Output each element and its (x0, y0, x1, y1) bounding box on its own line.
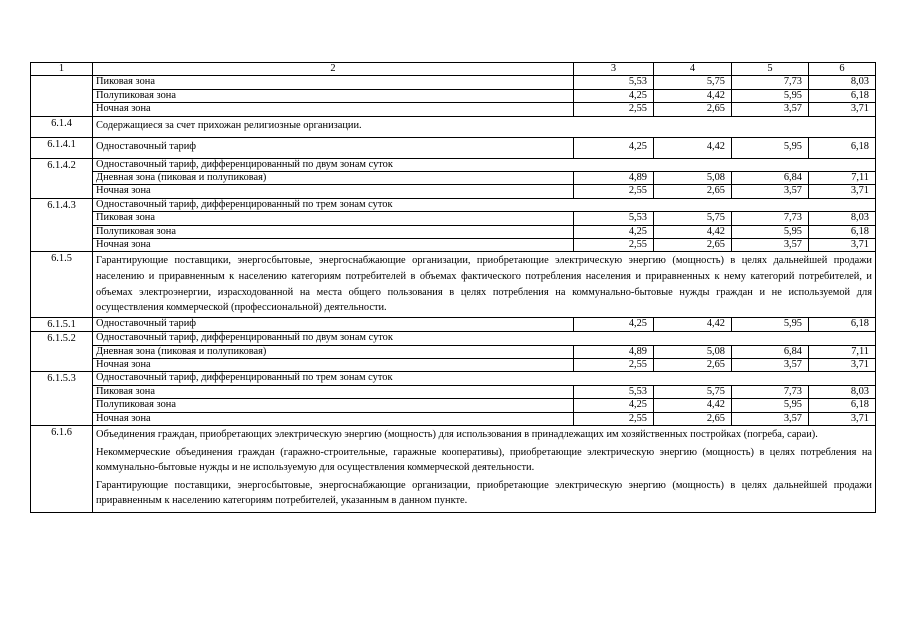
value-cell: 7,73 (732, 385, 809, 398)
value-cell: 4,42 (654, 225, 732, 238)
value-cell: 4,89 (574, 172, 654, 185)
value-cell: 5,95 (732, 399, 809, 412)
value-cell: 3,57 (732, 239, 809, 252)
row-label: Пиковая зона (93, 385, 574, 398)
section-description (93, 426, 876, 513)
header-cell: 6 (809, 63, 876, 76)
value-cell: 4,42 (654, 399, 732, 412)
value-cell: 5,08 (654, 345, 732, 358)
table-row (31, 385, 876, 398)
value-cell: 4,25 (574, 317, 654, 331)
value-cell: 6,84 (732, 345, 809, 358)
value-cell: 7,11 (809, 172, 876, 185)
table-row (31, 412, 876, 425)
row-label: Пиковая зона (93, 76, 574, 89)
table-row (31, 198, 876, 211)
table-row (31, 76, 876, 89)
row-label: Полупиковая зона (93, 399, 574, 412)
value-cell: 2,65 (654, 103, 732, 116)
header-cell: 4 (654, 63, 732, 76)
section-code: 6.1.5 (31, 252, 93, 317)
value-cell: 8,03 (809, 76, 876, 89)
empty-code-cell (31, 76, 93, 116)
value-cell: 5,95 (732, 317, 809, 331)
value-cell: 5,75 (654, 385, 732, 398)
value-cell: 4,42 (654, 137, 732, 158)
table-row (31, 212, 876, 225)
table-row (31, 172, 876, 185)
table-row (31, 137, 876, 158)
row-code: 6.1.4.2 (31, 158, 93, 198)
value-cell: 6,18 (809, 137, 876, 158)
value-cell: 3,71 (809, 103, 876, 116)
row-label: Ночная зона (93, 239, 574, 252)
header-cell: 2 (93, 63, 574, 76)
value-cell: 4,25 (574, 137, 654, 158)
value-cell: 5,95 (732, 225, 809, 238)
value-cell: 5,95 (732, 137, 809, 158)
section-code: 6.1.4 (31, 116, 93, 137)
value-cell: 2,55 (574, 239, 654, 252)
subsection-title: Одноставочный тариф, дифференцированный по трем зонам суток (93, 372, 876, 385)
row-code: 6.1.5.3 (31, 372, 93, 426)
row-label: Одноставочный тариф (93, 137, 574, 158)
table-row (31, 89, 876, 102)
value-cell: 3,57 (732, 185, 809, 198)
subsection-title: Одноставочный тариф, дифференцированный по трем зонам суток (93, 198, 876, 211)
row-label: Дневная зона (пиковая и полупиковая) (93, 345, 574, 358)
table-row (31, 317, 876, 331)
section-row-6-1-5 (31, 252, 876, 317)
subsection-title: Одноставочный тариф, дифференцированный по двум зонам суток (93, 158, 876, 171)
paragraph: Гарантирующие поставщики, энергосбытовые, энергоснабжающие организации, приобретающие электрическую энергию (мощность) в целях дальнейшей продажи приравненным к населению категориям потребителей, указанным в данном пункте. (96, 479, 872, 507)
value-cell: 3,57 (732, 103, 809, 116)
paragraph: Объединения граждан, приобретающих электрическую энергию (мощность) для использования в принадлежащих им хозяйственных постройках (погреба, сараи). (96, 429, 818, 441)
value-cell: 5,75 (654, 212, 732, 225)
value-cell: 2,55 (574, 185, 654, 198)
value-cell: 2,65 (654, 185, 732, 198)
value-cell: 6,18 (809, 317, 876, 331)
value-cell: 3,71 (809, 412, 876, 425)
header-cell: 5 (732, 63, 809, 76)
table-row (31, 103, 876, 116)
value-cell: 3,57 (732, 412, 809, 425)
paragraph: Некоммерческие объединения граждан (гаражно-строительные, гаражные кооперативы), приобретающие электрическую энергию (мощность) в целях потребления на коммунально-бытовые нужды и не используемую для осуществления коммерческой деятельности. (96, 446, 872, 474)
value-cell: 5,53 (574, 385, 654, 398)
row-code: 6.1.4.3 (31, 198, 93, 252)
row-label: Полупиковая зона (93, 89, 574, 102)
subsection-title: Одноставочный тариф, дифференцированный по двум зонам суток (93, 332, 876, 345)
row-label: Ночная зона (93, 103, 574, 116)
value-cell: 5,53 (574, 212, 654, 225)
section-title: Гарантирующие поставщики, энергосбытовые, энергоснабжающие организации, приобретающие электрическую энергию (мощность) в целях дальнейшей продажи населению и приравненным к населению категориям потребителей в объемах фактического потребления населения и приравненных к нему категорий потребителей, и объемах электроэнергии, израсходованной на места общего пользования в целях потребления на коммунально-бытовые нужды граждан и не используемой для осуществления коммерческой (профессиональной) деятельности. (93, 252, 876, 317)
row-label: Ночная зона (93, 412, 574, 425)
table-row (31, 359, 876, 372)
value-cell: 4,25 (574, 89, 654, 102)
value-cell: 4,42 (654, 89, 732, 102)
value-cell: 7,73 (732, 76, 809, 89)
row-label: Ночная зона (93, 359, 574, 372)
value-cell: 6,84 (732, 172, 809, 185)
row-label: Полупиковая зона (93, 225, 574, 238)
section-title: Содержащиеся за счет прихожан религиозные организации. (93, 116, 876, 137)
header-cell: 3 (574, 63, 654, 76)
value-cell: 4,42 (654, 317, 732, 331)
table-header-row (31, 63, 876, 76)
table-row (31, 239, 876, 252)
value-cell: 6,18 (809, 89, 876, 102)
table-row (31, 399, 876, 412)
value-cell: 6,18 (809, 399, 876, 412)
section-row-6-1-4 (31, 116, 876, 137)
section-code: 6.1.6 (31, 426, 93, 513)
value-cell: 7,73 (732, 212, 809, 225)
tariff-table (30, 62, 876, 513)
row-code: 6.1.4.1 (31, 137, 93, 158)
value-cell: 8,03 (809, 212, 876, 225)
value-cell: 4,25 (574, 225, 654, 238)
value-cell: 5,08 (654, 172, 732, 185)
value-cell: 3,71 (809, 185, 876, 198)
row-label: Дневная зона (пиковая и полупиковая) (93, 172, 574, 185)
row-code: 6.1.5.2 (31, 332, 93, 372)
value-cell: 5,95 (732, 89, 809, 102)
row-label: Пиковая зона (93, 212, 574, 225)
value-cell: 3,57 (732, 359, 809, 372)
value-cell: 6,18 (809, 225, 876, 238)
header-cell: 1 (31, 63, 93, 76)
value-cell: 4,89 (574, 345, 654, 358)
value-cell: 2,65 (654, 239, 732, 252)
table-row (31, 345, 876, 358)
value-cell: 3,71 (809, 359, 876, 372)
section-row-6-1-6 (31, 426, 876, 513)
value-cell: 7,11 (809, 345, 876, 358)
table-row (31, 185, 876, 198)
table-row (31, 158, 876, 171)
value-cell: 5,53 (574, 76, 654, 89)
table-row (31, 372, 876, 385)
table-row (31, 332, 876, 345)
value-cell: 5,75 (654, 76, 732, 89)
value-cell: 2,55 (574, 103, 654, 116)
value-cell: 8,03 (809, 385, 876, 398)
value-cell: 3,71 (809, 239, 876, 252)
row-label: Одноставочный тариф (93, 317, 574, 331)
value-cell: 4,25 (574, 399, 654, 412)
value-cell: 2,65 (654, 359, 732, 372)
row-label: Ночная зона (93, 185, 574, 198)
table-row (31, 225, 876, 238)
value-cell: 2,55 (574, 412, 654, 425)
value-cell: 2,55 (574, 359, 654, 372)
row-code: 6.1.5.1 (31, 317, 93, 331)
value-cell: 2,65 (654, 412, 732, 425)
